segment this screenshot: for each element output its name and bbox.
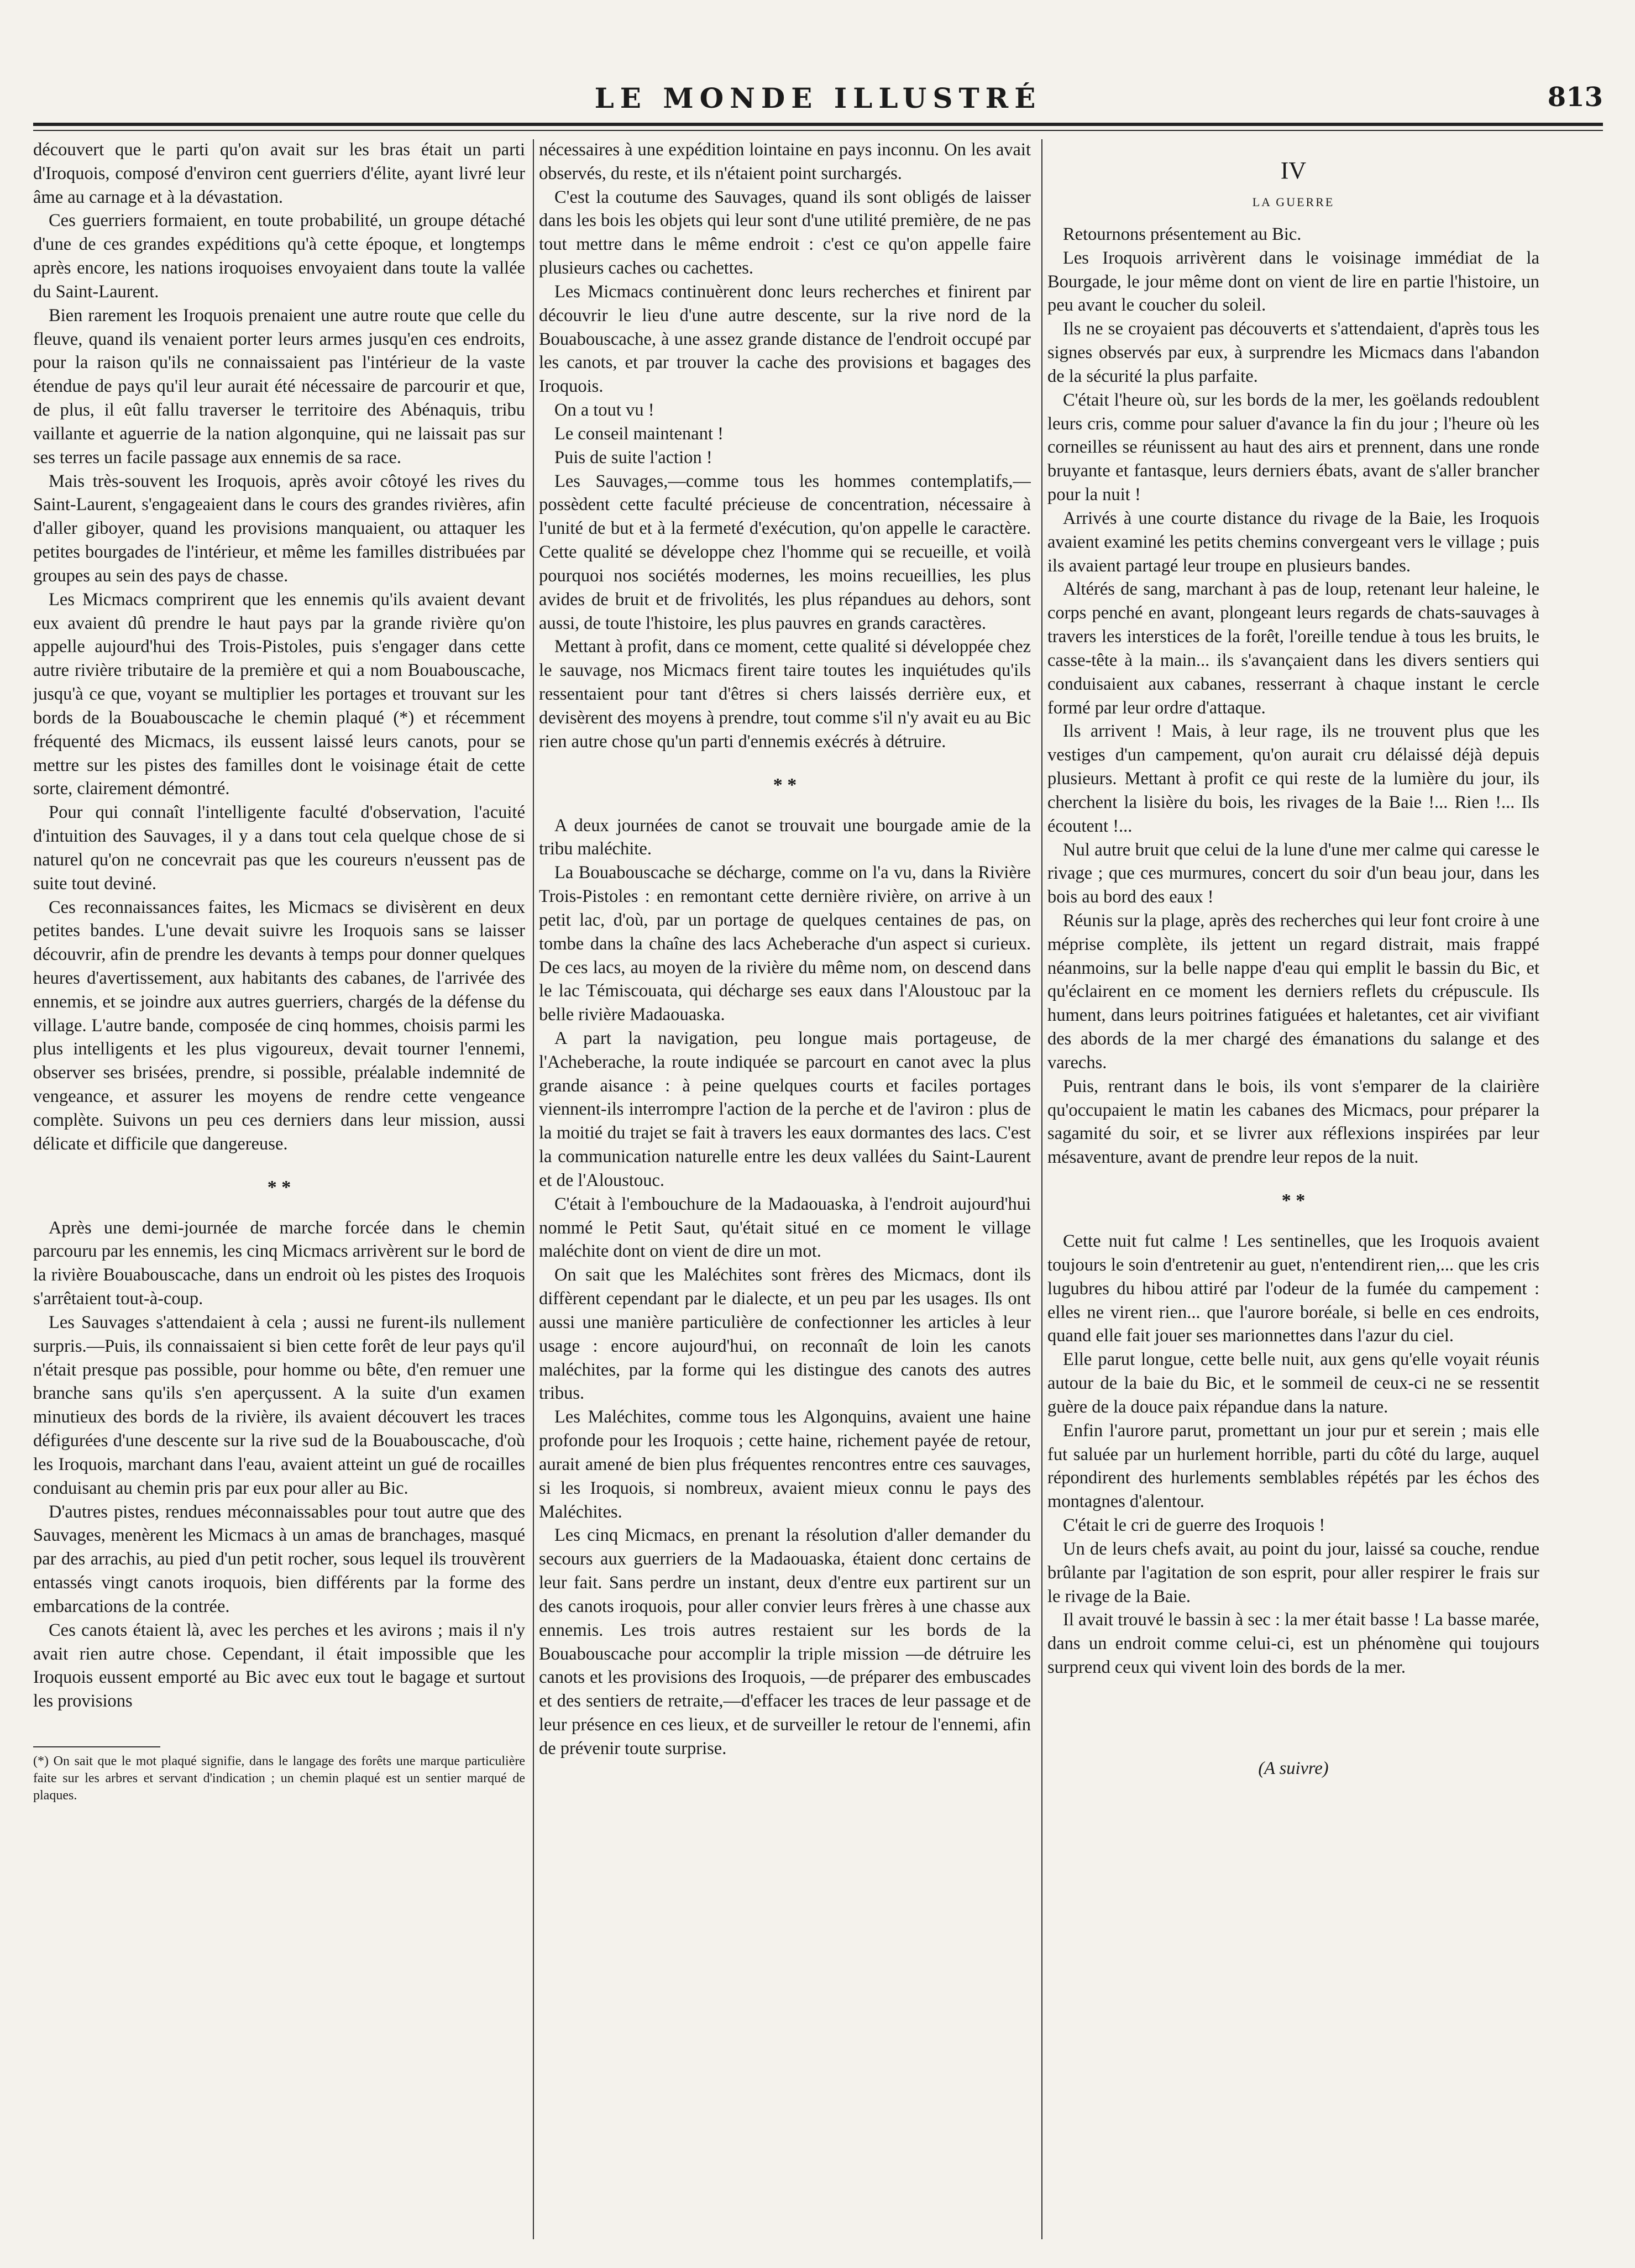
paragraph: Retournons présentement au Bic.: [1063, 224, 1302, 244]
paragraph: Puis, rentrant dans le bois, ils vont s'emparer de la clairière qu'occupaient le matin les cabanes des Micmacs, pour préparer la sagamité du soir, et se livrer aux réflexions inspirées par leur mésaventure, avant de prendre leur repos de la nuit.: [1047, 1076, 1539, 1168]
paragraph: Les Maléchites, comme tous les Algonquins, avaient une haine profonde pour les Iroquois ; cette haine, richement payée de retour, aurait amené de bien plus fréquentes rencontres entre ces sauvages, si les Iroquois, si nombreux, avaient mieux connu le pays des Maléchites.: [539, 1407, 1031, 1522]
paragraph: On sait que les Maléchites sont frères des Micmacs, dont ils diffèrent cependant par le dialecte, et un peu par les usages. Ils ont aussi une manière particulière de confectionner les articles à leur usage : encore aujourd'hui, on reconnaît de loin les canots maléchites, par la forme qui les distingue des canots des autres tribus.: [539, 1265, 1031, 1404]
paragraph: Il avait trouvé le bassin à sec : la mer était basse ! La basse marée, dans un endroit comme celui-ci, est un phénomène qui toujours surprend ceux qui vivent loin des bords de la mer.: [1047, 1610, 1539, 1677]
paragraph: C'est la coutume des Sauvages, quand ils sont obligés de laisser dans les bois les objets qui leur sont d'une utilité première, de ne pas tout mettre dans le même endroit : c'est ce qu'on appelle faire plusieurs caches ou cachettes.: [539, 187, 1031, 279]
column-3: [1047, 138, 1539, 2238]
paragraph: Bien rarement les Iroquois prenaient une autre route que celle du fleuve, quand ils venaient porter leurs armes jusqu'en ces endroits, pour la raison qu'ils ne connaissaient pas l'intérieur de la vaste étendue de pays qu'il leur aurait été nécessaire de parcourir et que, de plus, il eût fallu traverser le territoire des Abénaquis, tribu vaillante et aguerrie de la nation algonquine, qui ne laissait pas sur ses terres un facile passage aux ennemis de sa race.: [33, 305, 525, 468]
paragraph: Ces guerriers formaient, en toute probabilité, un groupe détaché d'une de ces grandes expéditions qu'à cette époque, et longtemps après encore, les nations iroquoises envoyaient dans toute la vallée du Saint-Laurent.: [33, 211, 525, 302]
section-separator: * *: [267, 1177, 291, 1198]
column-divider: [533, 139, 534, 2239]
paragraph: C'était l'heure où, sur les bords de la mer, les goëlands redoublent leurs cris, comme pour saluer d'avance la fin du jour ; l'heure où les corneilles se réunissent au haut des airs et prennent, dans une ronde bruyante et fantasque, leurs derniers ébats, avant de s'aller brancher pour la nuit !: [1047, 390, 1539, 505]
paragraph: Ils arrivent ! Mais, à leur rage, ils ne trouvent plus que les vestiges d'un campement, qu'on aurait cru délaissé déjà depuis plusieurs. Mettant à profit ce qui reste de la lumière du jour, ils cherchent la lisière du bois, les rivages de la Baie !... Rien !... Ils écoutent !...: [1047, 721, 1539, 836]
paragraph: A part la navigation, peu longue mais portageuse, de l'Acheberache, la route indiquée se parcourt en canot avec la plus grande aisance : à peine quelques courts et faciles portages viennent-ils interrompre l'action de la perche et de l'aviron : plus de la moitié du trajet se fait à travers les eaux dormantes des lacs. C'est la communication naturelle entre les deux vallées du Saint-Laurent et de l'Aloustouc.: [539, 1028, 1031, 1190]
to-be-continued: (A suivre): [1258, 1758, 1329, 1778]
paragraph: C'était à l'embouchure de la Madaouaska, à l'endroit aujourd'hui nommé le Petit Saut, qu'était situé en ce moment le village maléchite dont on vient de dire un mot.: [539, 1194, 1031, 1262]
paragraph: Les Micmacs continuèrent donc leurs recherches et finirent par découvrir le lieu d'une autre descente, sur la rive nord de la Bouabouscache, à une assez grande distance de l'endroit occupé par les canots, et par trouver la cache des provisions et bagages des Iroquois.: [539, 281, 1031, 397]
paragraph: A deux journées de canot se trouvait une bourgade amie de la tribu maléchite.: [539, 815, 1031, 859]
paragraph: Les Micmacs comprirent que les ennemis qu'ils avaient devant eux avaient dû prendre le haut pays par la grande rivière qu'on appelle aujourd'hui des Trois-Pistoles, puis s'engager dans cette autre rivière tributaire de la première et qui a nom Bouabouscache, jusqu'à ce que, voyant se multiplier les portages et trouvant sur les bords de la Bouabouscache le chemin plaqué (*) et récemment fréquenté des Micmacs, ils eussent laissé leurs canots, pour se mettre sur les pistes des familles dont le voisinage était de cette sorte, clairement démontré.: [33, 589, 525, 799]
paragraph: Les cinq Micmacs, en prenant la résolution d'aller demander du secours aux guerriers de la Madaouaska, étaient donc certains de leur fait. Sans perdre un instant, deux d'entre eux partirent sur un des canots iroquois, pour aller convier leurs frères à une chasse aux ennemis. Les trois autres restaient sur les bords de la Bouabouscache pour accomplir la triple mission —de détruire les canots et les provisions des Iroquois, —de préparer des embuscades et des sentiers de retraite,—d'effacer les traces de leur passage et de leur présence en ces lieux, et de surveiller le retour de l'ennemi, afin de prévenir toute surprise.: [539, 1525, 1031, 1758]
masthead: [33, 77, 1603, 138]
section-number: IV: [1280, 157, 1307, 184]
paragraph: Les Sauvages,—comme tous les hommes contemplatifs,—possèdent cette faculté précieuse de concentration, nécessaire à l'unité de but et à la fermeté d'exécution, qu'on appelle le caractère. Cette qualité se développe chez l'homme qui se recueille, et voilà pourquoi nos sociétés modernes, les moins recueillies, les plus avides de bruit et de frivolités, les plus répandues au dehors, sont aussi, de toute l'histoire, les plus pauvres en grands caractères.: [539, 471, 1031, 633]
paragraph: nécessaires à une expédition lointaine en pays inconnu. On les avait observés, du reste, et ils n'étaient point surchargés.: [539, 140, 1031, 183]
column-2: [539, 138, 1031, 2238]
paragraph: Réunis sur la plage, après des recherches qui leur font croire à une méprise complète, ils jettent un regard distrait, mais frappé néanmoins, sur la belle nappe d'eau qui emplit le bassin du Bic, et qu'éclairent en ce moment les derniers reflets du crépuscule. Ils hument, dans leurs poitrines fatiguées et haletantes, cet air vivifiant des abords de la mer chargé des émanations du salange et des varechs.: [1047, 910, 1539, 1073]
newspaper-page: [33, 77, 1603, 2249]
paragraph: Mettant à profit, dans ce moment, cette qualité si développée chez le sauvage, nos Micmacs firent taire toutes les inquiétudes qu'ils ressentaient pour tant d'êtres si chers laissés derrière eux, et devisèrent des moyens à prendre, tout comme s'il n'y avait eu au Bic rien autre chose qu'un parti d'ennemis exécrés à détruire.: [539, 637, 1031, 752]
paragraph: Mais très-souvent les Iroquois, après avoir côtoyé les rives du Saint-Laurent, s'engageaient dans le cours des grandes rivières, afin d'aller giboyer, quand les provisions manquaient, ou attaquer les petites bourgades de l'intérieur, et même les familles distribuées par groupes au sein des pays de chasse.: [33, 471, 525, 586]
paragraph: Les Sauvages s'attendaient à cela ; aussi ne furent-ils nullement surpris.—Puis, ils connaissaient si bien cette forêt de leur pays qu'il n'était presque pas possible, pour homme ou bête, d'en remuer une branche sans qu'ils s'en aperçussent. A la suite d'un examen minutieux des bords de la rivière, ils avaient découvert les traces défigurées d'une descente sur la rive sud de la Bouabouscache, d'où les Iroquois, marchant dans l'eau, avaient atteint un gué de rocailles conduisant au chemin pris par eux pour aller au Bic.: [33, 1312, 525, 1498]
paragraph: D'autres pistes, rendues méconnaissables pour tout autre que des Sauvages, menèrent les Micmacs à un amas de branchages, masqué par des arrachis, au pied d'un petit rocher, sous lequel ils trouvèrent entassés vingt canots iroquois, bien différents par la forme des embarcations de la contrée.: [33, 1502, 525, 1616]
paragraph: Elle parut longue, cette belle nuit, aux gens qu'elle voyait réunis autour de la baie du Bic, et le sommeil de ceux-ci ne se ressentit guère de la douce paix répandue dans la nature.: [1047, 1350, 1539, 1417]
paragraph: Arrivés à une courte distance du rivage de la Baie, les Iroquois avaient examiné les petits chemins convergeant vers le village ; puis ils avaient partagé leur troupe en plusieurs bandes.: [1047, 508, 1539, 576]
paragraph: Un de leurs chefs avait, au point du jour, laissé sa couche, rendue brûlante par l'agitation de son esprit, pour aller respirer le frais sur le rivage de la Baie.: [1047, 1539, 1539, 1607]
paragraph: Pour qui connaît l'intelligente faculté d'observation, l'acuité d'intuition des Sauvages, il y a dans tout cela quelque chose de si naturel qu'on ne concevrait pas que les coureurs n'eussent pas de suite tout deviné.: [33, 802, 525, 894]
section-separator: * *: [773, 774, 797, 795]
paragraph: Ces canots étaient là, avec les perches et les avirons ; mais il n'y avait rien autre chose. Cependant, il était impossible que les Iroquois eussent emporté au Bic avec eux tout le bagage et surtout les provisions: [33, 1620, 525, 1712]
column-1: [33, 138, 525, 2238]
paragraph: Après une demi-journée de marche forcée dans le chemin parcouru par les ennemis, les cinq Micmacs arrivèrent sur le bord de la rivière Bouabouscache, dans un endroit où les pistes des Iroquois s'arrêtaient tout-à-coup.: [33, 1217, 525, 1309]
paragraph: Nul autre bruit que celui de la lune d'une mer calme qui caresse le rivage ; que ces murmures, concert du soir d'un beau jour, dans les bois au bord des eaux !: [1047, 839, 1539, 907]
section-separator: * *: [1281, 1190, 1306, 1211]
footnote-rule: [33, 1746, 160, 1747]
masthead-rule-thin: [33, 130, 1603, 131]
paragraph: Enfin l'aurore parut, promettant un jour pur et serein ; mais elle fut saluée par un hurlement horrible, parti du côté du large, auquel répondirent des hurlements semblables répétés par les échos des montagnes d'alentour.: [1047, 1420, 1539, 1512]
column-divider: [1041, 139, 1042, 2239]
paragraph: Le conseil maintenant !: [554, 423, 724, 444]
footnote: (*) On sait que le mot plaqué signifie, dans le langage des forêts une marque particulière faite sur les arbres et servant d'indication ; un chemin plaqué est un sentier marqué de plaques.: [33, 1754, 525, 1803]
section-title: LA GUERRE: [1252, 195, 1335, 209]
paragraph: On a tout vu !: [554, 400, 654, 421]
paragraph: découvert que le parti qu'on avait sur les bras était un parti d'Iroquois, composé d'environ cent guerriers d'élite, ayant livré leur âme au carnage et à la dévastation.: [33, 140, 525, 207]
paragraph: Ces reconnaissances faites, les Micmacs se divisèrent en deux petites bandes. L'une devait suivre les Iroquois sans se laisser découvrir, afin de prendre les devants à temps pour donner quelques heures d'avertissement, aux habitants des cabanes, de l'arrivée des ennemis, et se joindre aux autres guerriers, chargés de la défense du village. L'autre bande, composée de cinq hommes, choisis parmi les plus intelligents et les plus vigoureux, devait tourner l'ennemi, observer ses brisées, prendre, si possible, préalable indemnité de vengeance, et assurer les moyens de rendre cette vengeance complète. Suivons un peu ces derniers dans leur mission, aussi délicate et difficile que dangereuse.: [33, 897, 525, 1154]
paragraph: La Bouabouscache se décharge, comme on l'a vu, dans la Rivière Trois-Pistoles : en remontant cette dernière rivière, on arrive à un petit lac, d'où, par un portage de quelques centaines de pas, on tombe dans la chaîne des lacs Acheberache d'un aspect si curieux. De ces lacs, au moyen de la rivière du même nom, on descend dans le lac Témiscouata, qui décharge ses eaux dans l'Aloustouc par la belle rivière Madaouaska.: [539, 863, 1031, 1025]
paragraph: Ils ne se croyaient pas découverts et s'attendaient, d'après tous les signes observés par eux, à surprendre les Micmacs dans l'abandon de la sécurité la plus parfaite.: [1047, 319, 1539, 386]
masthead-rule-thick: [33, 123, 1603, 126]
masthead-title: LE MONDE ILLUSTRÉ: [594, 82, 1042, 114]
page-number: 813: [1547, 82, 1603, 113]
paragraph: Altérés de sang, marchant à pas de loup, retenant leur haleine, le corps penché en avant, plongeant leurs regards de chats-sauvages à travers les interstices de la forêt, l'oreille tendue à tous les bruits, le casse-tête à la main... ils s'avançaient dans les divers sentiers qui conduisaient aux cabanes, resserrant à chaque instant le cercle formé par leur ordre d'attaque.: [1047, 579, 1539, 718]
paragraph: C'était le cri de guerre des Iroquois !: [1063, 1515, 1325, 1536]
paragraph: Cette nuit fut calme ! Les sentinelles, que les Iroquois avaient toujours le soin d'entretenir au guet, n'entendirent rien,... que les cris lugubres du hibou attiré par l'odeur de la fumée du campement : elles ne virent rien... que l'aurore boréale, si belle en ces endroits, quand elle fait jouer ses marionnettes dans l'azur du ciel.: [1047, 1231, 1539, 1346]
paragraph: Les Iroquois arrivèrent dans le voisinage immédiat de la Bourgade, le jour même dont on vient de lire en partie l'histoire, un peu avant le coucher du soleil.: [1047, 248, 1539, 316]
paragraph: Puis de suite l'action !: [554, 447, 712, 468]
